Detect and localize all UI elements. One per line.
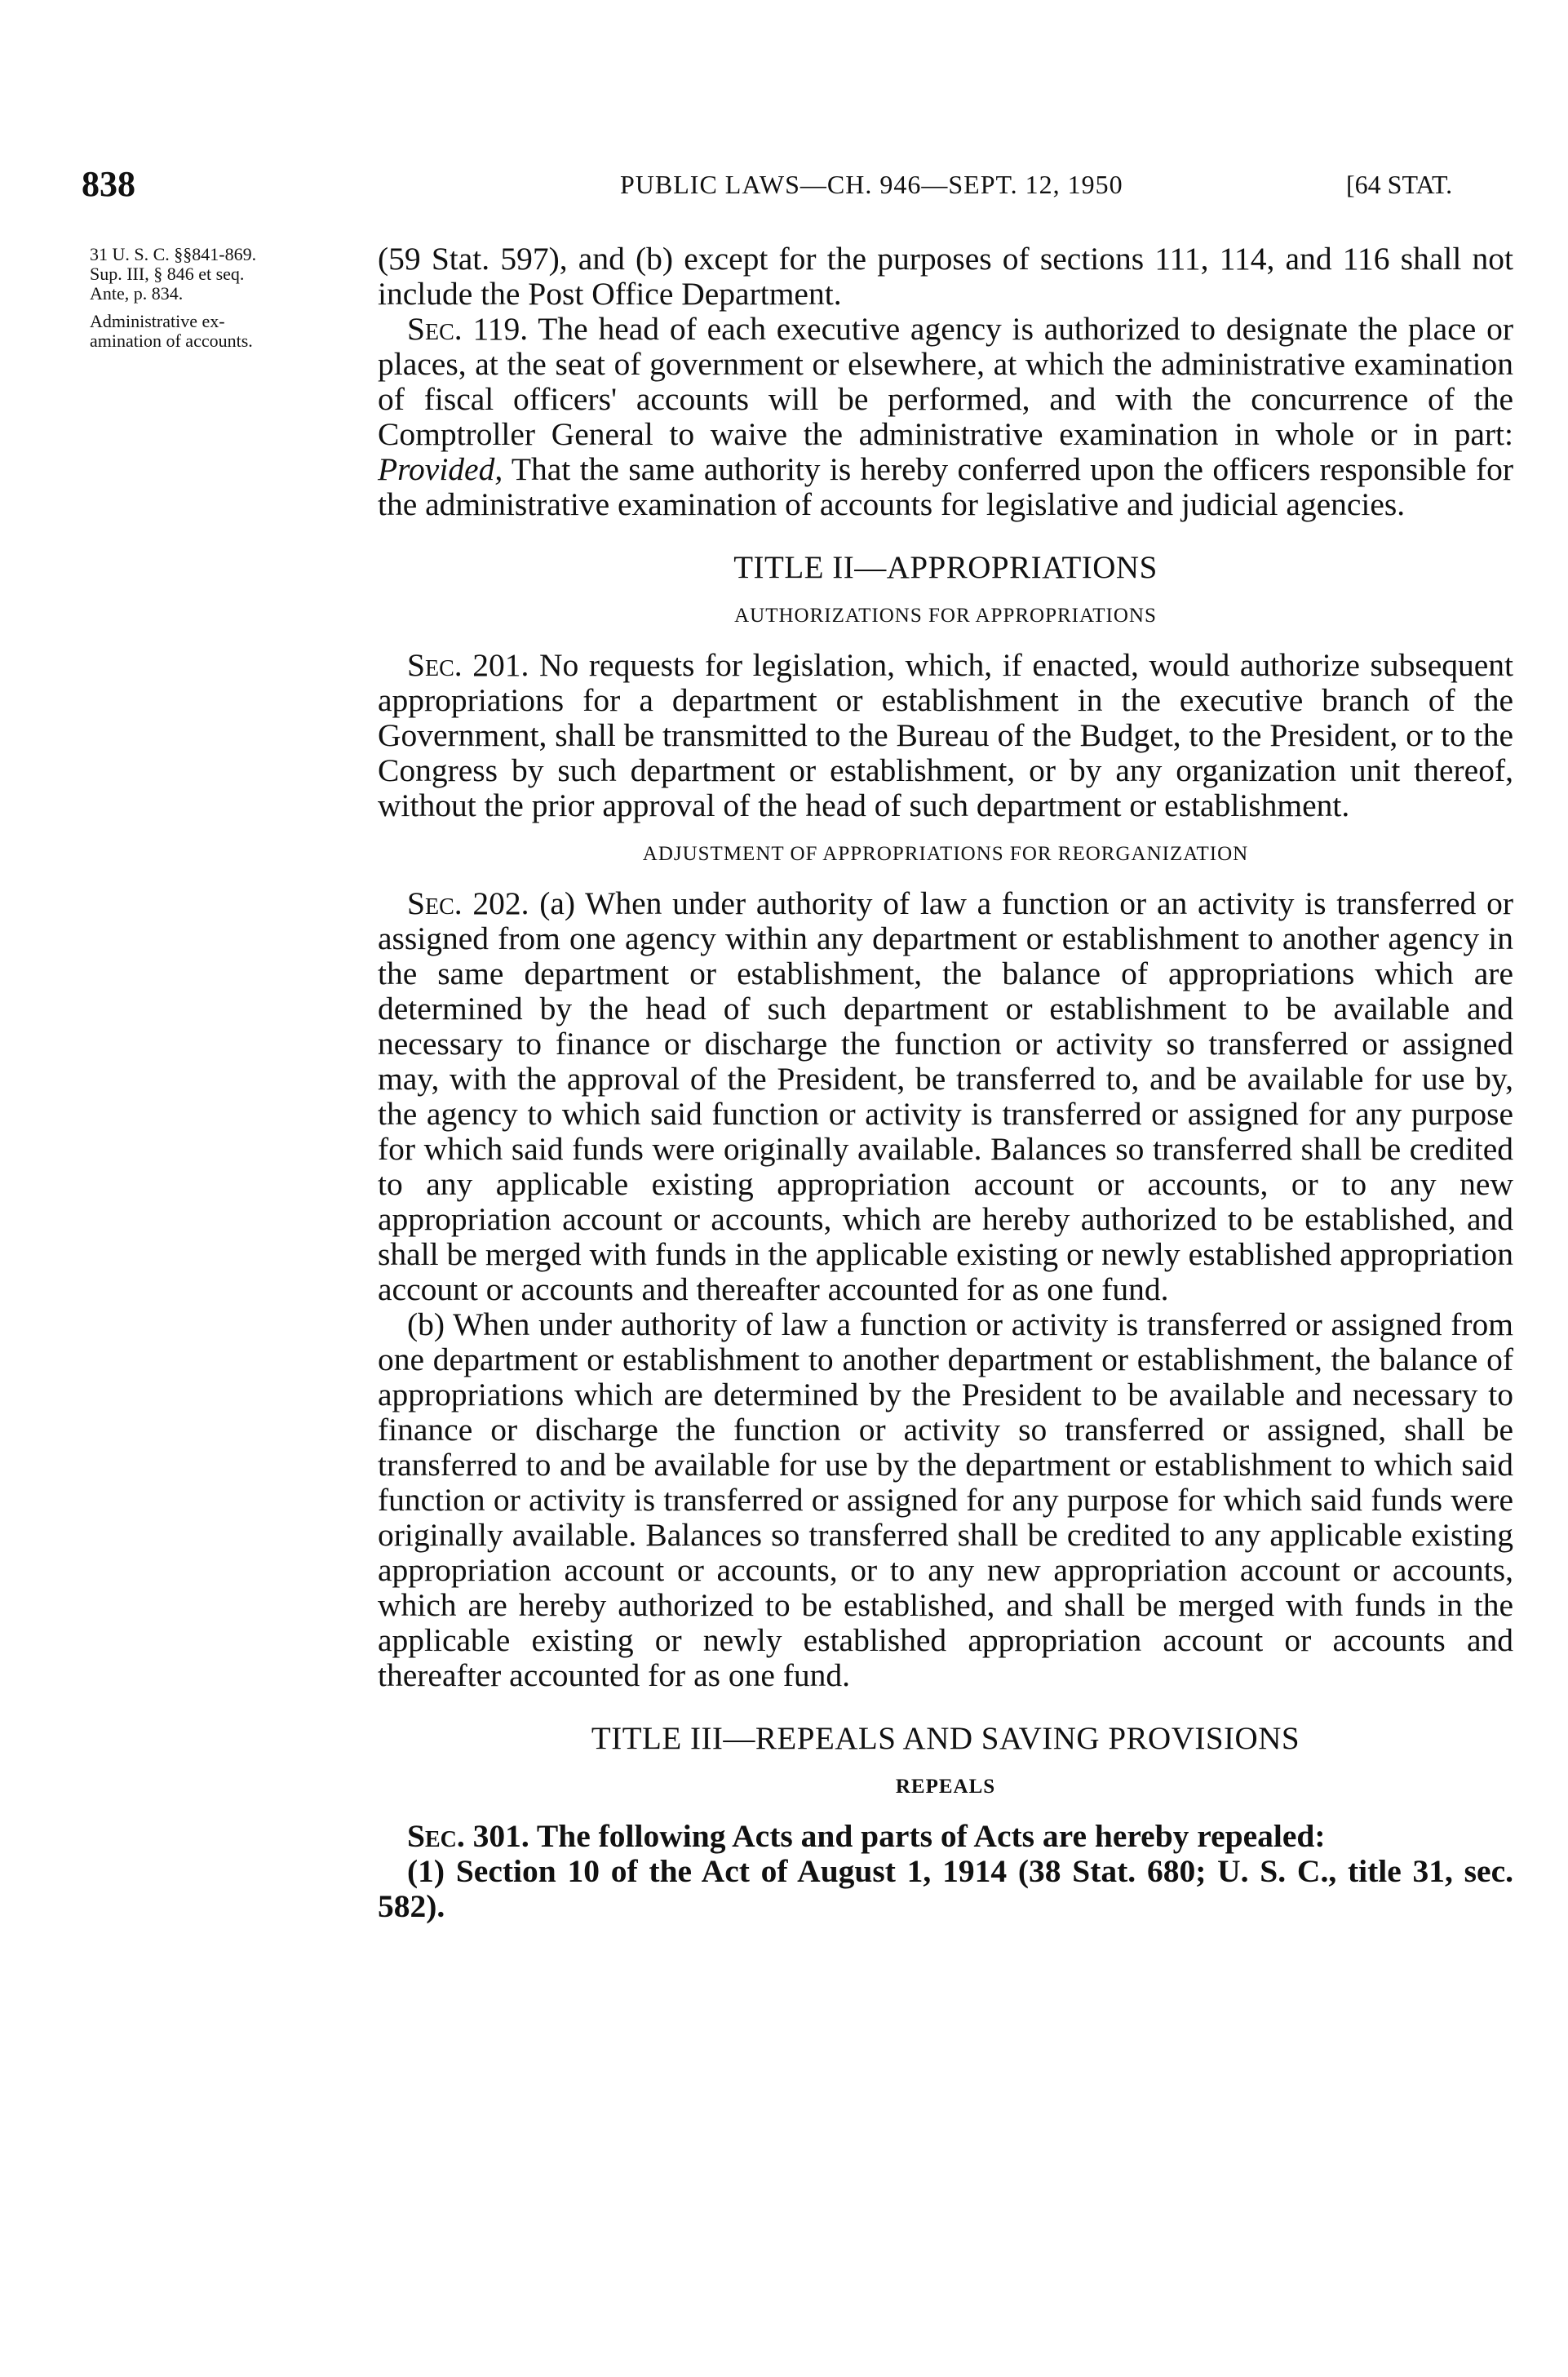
- body-text: [378, 242, 1513, 1924]
- page-number: 838: [82, 164, 135, 204]
- subheading-repeals: REPEALS: [895, 1776, 996, 1798]
- title-iii-heading: TITLE III—REPEALS AND SAVING PROVISIONS: [591, 1721, 1300, 1756]
- section-202-a: [378, 886, 1513, 1307]
- subheading-authorizations: AUTHORIZATIONS FOR APPROPRIATIONS: [734, 605, 1157, 627]
- section-text: (a) When under authority of law a function or an activity is transferred or assigned from one agency within any department or establishment to another agency in the same department or establishment, the balance of appropriations which are determined by the head of such department or establishment to be available and necessary to finance or discharge the function or activity so transferred or assigned may, with the approval of the President, be transferred to, and be available for use by, the agency to which said function or activity is transferred or assigned for any purpose for which said funds were originally available. Balances so transferred shall be credited to any applicable existing appropriation account or accounts, or to any new appropriation account or accounts, which are hereby authorized to be established, and shall be merged with funds in the applicable existing or newly established appropriation account or accounts and thereafter accounted for as one fund.: [378, 885, 1513, 1307]
- margin-notes: [90, 245, 367, 351]
- margin-note-citation: Ante, p. 834.: [90, 283, 184, 304]
- margin-note-heading: Administrative ex-: [90, 311, 225, 331]
- section-text: That the same authority is hereby conferred upon the officers responsible for the administrative examination of accounts for legislative and judicial agencies.: [378, 451, 1513, 522]
- subheading-adjustment: ADJUSTMENT OF APPROPRIATIONS FOR REORGANIZATION: [642, 843, 1249, 865]
- section-label: Sec. 201.: [407, 647, 529, 683]
- section-text: No requests for legislation, which, if enacted, would authorize subsequent appropriations for a department or establishment in the executive branch of the Government, shall be transmitted to the Bureau of the Budget, to the President, or to the Congress by such department or establishment, or by any organization unit thereof, without the prior approval of the head of such department or establishment.: [378, 647, 1513, 823]
- title-ii-heading: TITLE II—APPROPRIATIONS: [733, 550, 1158, 585]
- section-201: [378, 648, 1513, 823]
- section-text: The head of each executive agency is authorized to designate the place or places, at the seat of government or elsewhere, at which the administrative examination of fiscal officers' accounts will be performed, and with the concurrence of the Comptroller General to waive the administrative examination in whole or in part:: [378, 311, 1513, 452]
- section-label: Sec. 202.: [407, 885, 529, 921]
- section-202-b: (b) When under authority of law a function or activity is transferred or assigned from one department or establishment to another department or establishment, the balance of appropriations which are determined by the President to be available and necessary to finance or discharge the function or activity so transferred or assigned, shall be transferred to and be available for use by the department or establishment to which said function or activity is transferred or assigned for any purpose for which said funds were originally available. Balances so transferred shall be credited to any applicable existing appropriation account or accounts, or to any new appropriation account or accounts, which are hereby authorized to be established, and shall be merged with funds in the applicable existing or newly established appropriation account or accounts and thereafter accounted for as one fund.: [378, 1306, 1513, 1693]
- section-text: The following Acts and parts of Acts are hereby repealed:: [529, 1818, 1326, 1854]
- margin-note-heading: amination of accounts.: [90, 330, 253, 351]
- statute-reference: [64 STAT.: [1346, 170, 1453, 199]
- running-head: PUBLIC LAWS—CH. 946—SEPT. 12, 1950: [620, 170, 1123, 199]
- section-label: Sec. 119.: [407, 311, 529, 347]
- provided-clause: Provided,: [378, 451, 503, 487]
- paragraph-continued: (59 Stat. 597), and (b) except for the purposes of sections 111, 114, and 116 shall not include the Post Office Department.: [378, 241, 1513, 312]
- page-header: [82, 163, 1568, 212]
- section-301: [378, 1819, 1513, 1854]
- section-301-item-1: (1) Section 10 of the Act of August 1, 1914 (38 Stat. 680; U. S. C., title 31, sec. 582).: [378, 1853, 1513, 1924]
- section-119: [378, 312, 1513, 522]
- section-label: Sec. 301.: [407, 1818, 529, 1854]
- margin-note-citation: Sup. III, § 846 et seq.: [90, 264, 245, 284]
- margin-note-citation: 31 U. S. C. §§841-869.: [90, 244, 257, 264]
